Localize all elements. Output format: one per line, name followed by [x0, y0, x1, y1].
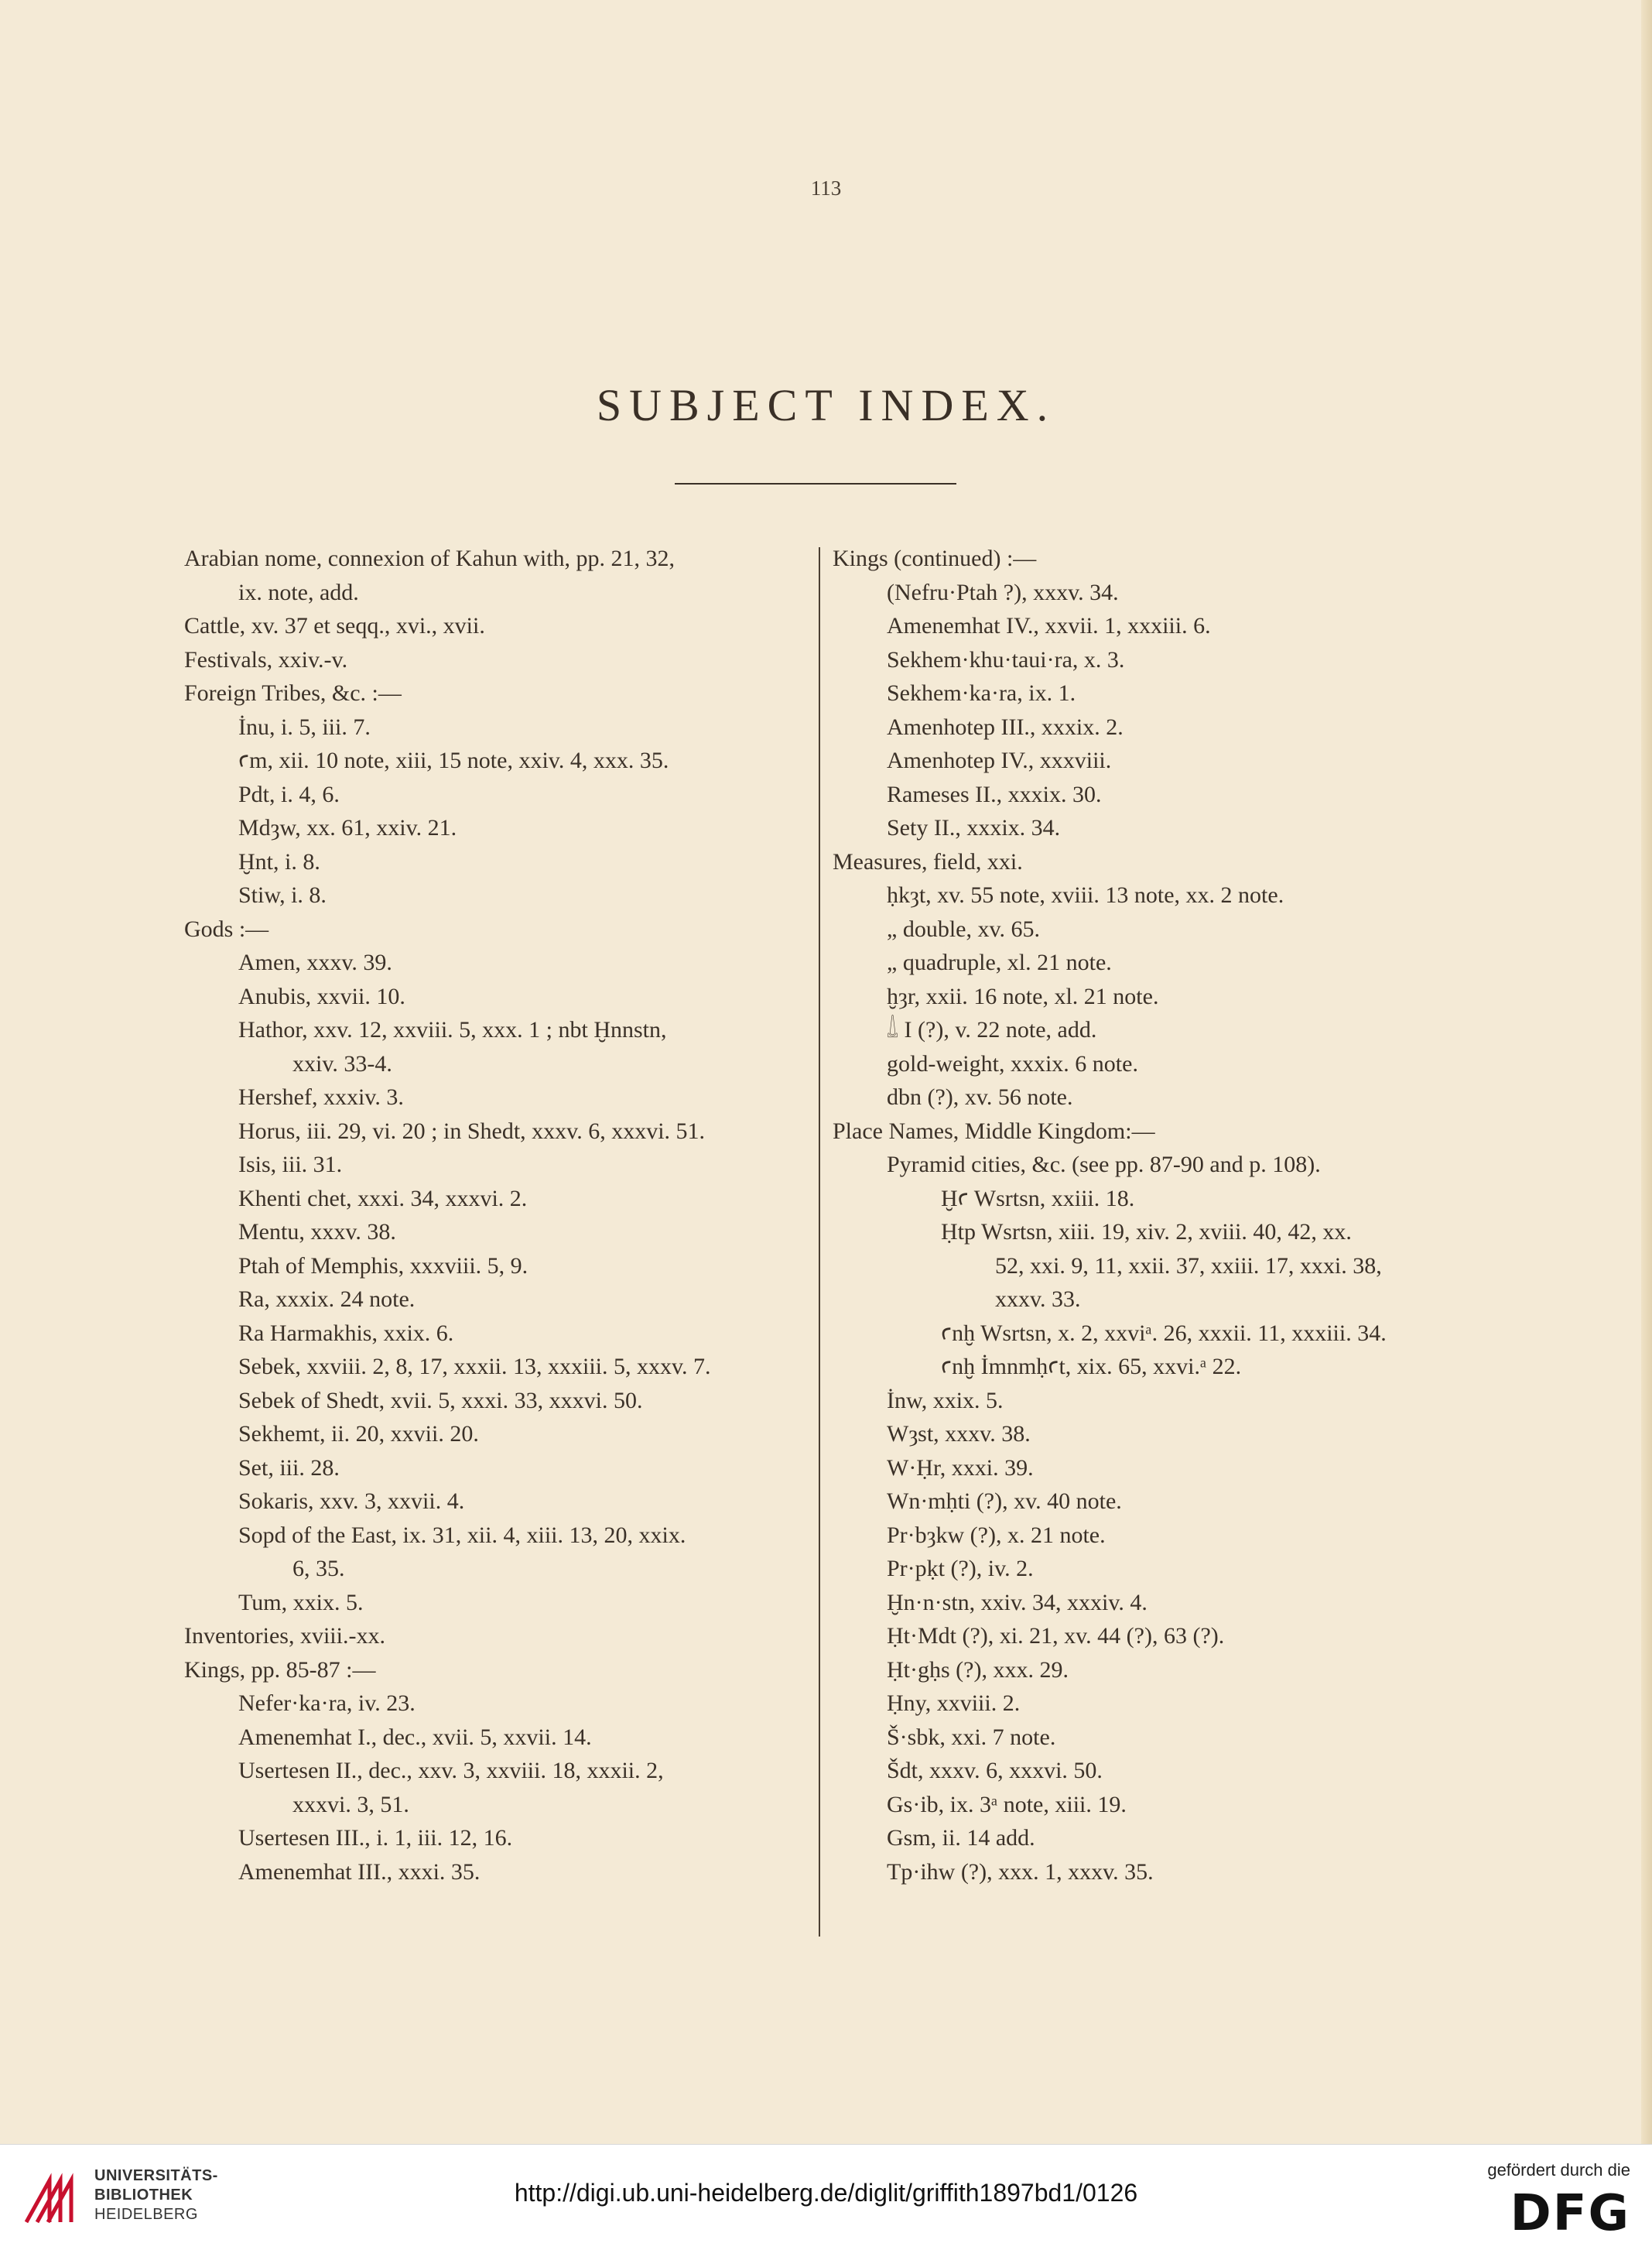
column-divider — [819, 547, 820, 1937]
index-entry: Wȝst, xxxv. 38. — [887, 1421, 1031, 1447]
index-entry: „ quadruple, xl. 21 note. — [887, 950, 1112, 975]
dfg-logo-icon[interactable]: DFG — [1510, 2185, 1630, 2242]
library-name-line: UNIVERSITÄTS- — [94, 2167, 218, 2184]
index-entry: Ḫꜥ Wsrtsn, xxiii. 18. — [941, 1185, 1135, 1211]
page-number: 113 — [810, 176, 842, 200]
index-entry: W·Ḥr, xxxi. 39. — [887, 1454, 1034, 1481]
index-entry: Ḥny, xxviii. 2. — [887, 1690, 1021, 1716]
index-entry: Amenhotep III., xxxix. 2. — [887, 714, 1124, 740]
index-entry: Ḥtp Wsrtsn, xiii. 19, xiv. 2, xviii. 40, 42, xx. — [941, 1219, 1352, 1245]
index-entry: Gs·ib, ix. 3ᵃ note, xiii. 19. — [887, 1791, 1127, 1817]
index-entry: Set, iii. 28. — [238, 1454, 340, 1481]
index-entry: Amenemhat I., dec., xvii. 5, xxvii. 14. — [238, 1724, 592, 1750]
index-entry: Horus, iii. 29, vi. 20 ; in Shedt, xxxv. 6, xxxvi. 51. — [238, 1118, 706, 1144]
index-entry: Sokaris, xxv. 3, xxvii. 4. — [238, 1488, 465, 1514]
index-entry: xxxvi. 3, 51. — [292, 1791, 409, 1817]
index-entry: Cattle, xv. 37 et seqq., xvi., xvii. — [184, 613, 485, 639]
title-rule — [675, 483, 956, 485]
index-entry: Wn·mḥti (?), xv. 40 note. — [887, 1488, 1122, 1514]
index-entry: Ptah of Memphis, xxxviii. 5, 9. — [238, 1252, 528, 1279]
index-entry: Hershef, xxxiv. 3. — [238, 1084, 404, 1110]
index-entry: Festivals, xxiv.-v. — [184, 646, 348, 673]
index-entry: Ḥt·Mdt (?), xi. 21, xv. 44 (?), 63 (?). — [887, 1623, 1225, 1649]
index-entry: Gsm, ii. 14 add. — [887, 1825, 1035, 1851]
index-entry: Sopd of the East, ix. 31, xii. 4, xiii. 13, 20, xxix. — [238, 1522, 686, 1548]
index-right-column — [833, 542, 1467, 1889]
index-entry: Sebek of Shedt, xvii. 5, xxxi. 33, xxxvi. 50. — [238, 1387, 643, 1413]
index-entry: Mentu, xxxv. 38. — [238, 1219, 396, 1245]
index-entry: Ra Harmakhis, xxix. 6. — [238, 1320, 454, 1346]
page-title: SUBJECT INDEX. — [596, 380, 1056, 430]
index-entry: ꜥm, xii. 10 note, xiii, 15 note, xxiv. 4, xxx. 35. — [238, 748, 669, 773]
index-entry: (Nefru·Ptah ?), xxxv. 34. — [887, 579, 1119, 605]
index-entry: Tp·ihw (?), xxx. 1, xxxv. 35. — [887, 1858, 1154, 1885]
index-entry: Hathor, xxv. 12, xxviii. 5, xxx. 1 ; nbt Ḫnnstn, — [238, 1017, 667, 1043]
index-entry: „ double, xv. 65. — [887, 916, 1041, 942]
index-entry: Sekhem·ka·ra, ix. 1. — [887, 680, 1076, 706]
page-edge — [1641, 0, 1652, 2144]
index-entry: Pdt, i. 4, 6. — [238, 781, 340, 807]
index-entry: Rameses II., xxxix. 30. — [887, 781, 1102, 807]
index-entry: Pr·pḳt (?), iv. 2. — [887, 1556, 1034, 1581]
index-entry: Stiw, i. 8. — [238, 882, 327, 908]
index-entry: Khenti chet, xxxi. 34, xxxvi. 2. — [238, 1185, 528, 1211]
index-entry: ꜥnḫ İmnmḥꜥt, xix. 65, xxvi.ᵃ 22. — [941, 1354, 1242, 1379]
index-entry: Kings, pp. 85-87 :— — [184, 1656, 376, 1683]
index-entry: Tum, xxix. 5. — [238, 1589, 364, 1615]
index-entry: Anubis, xxvii. 10. — [238, 983, 405, 1009]
viewer-footer — [0, 2144, 1652, 2250]
library-name-line: BIBLIOTHEK — [94, 2187, 193, 2204]
index-entry: Sekhemt, ii. 20, xxvii. 20. — [238, 1421, 479, 1447]
index-entry: İnw, xxix. 5. — [887, 1387, 1004, 1413]
index-entry: Pyramid cities, &c. (see pp. 87-90 and p. 108). — [887, 1152, 1321, 1177]
index-entry: Inventories, xviii.-xx. — [184, 1623, 385, 1649]
index-entry: Sety II., xxxix. 34. — [887, 815, 1061, 841]
index-entry: Amenemhat III., xxxi. 35. — [238, 1858, 481, 1885]
index-entry: Amenemhat IV., xxvii. 1, xxxiii. 6. — [887, 613, 1211, 639]
index-entry: Š·sbk, xxi. 7 note. — [887, 1724, 1056, 1750]
index-left-column — [184, 542, 803, 1889]
index-entry: Measures, field, xxi. — [833, 848, 1023, 875]
index-entry: Pr·bȝkw (?), x. 21 note. — [887, 1522, 1106, 1548]
index-entry: Usertesen II., dec., xxv. 3, xxviii. 18, xxxii. 2, — [238, 1758, 664, 1783]
index-entry: Gods :— — [184, 916, 269, 942]
index-entry: Šdt, xxxv. 6, xxxvi. 50. — [887, 1758, 1103, 1783]
index-entry: gold-weight, xxxix. 6 note. — [887, 1050, 1138, 1077]
index-entry: 52, xxi. 9, 11, xxii. 37, xxiii. 17, xxxi. 38, — [995, 1252, 1382, 1279]
permalink-url[interactable]: http://digi.ub.uni-heidelberg.de/diglit/griffith1897bd1/0126 — [514, 2179, 1138, 2207]
index-entry: ḫȝr, xxii. 16 note, xl. 21 note. — [887, 983, 1159, 1009]
index-entry: Sekhem·khu·taui·ra, x. 3. — [887, 646, 1125, 673]
index-entry: Ḥt·gḥs (?), xxx. 29. — [887, 1656, 1069, 1683]
index-entry: xxxv. 33. — [995, 1286, 1081, 1312]
index-entry: ḥkȝt, xv. 55 note, xviii. 13 note, xx. 2 note. — [887, 882, 1284, 908]
index-entry: ix. note, add. — [238, 579, 359, 605]
index-entry: xxiv. 33-4. — [292, 1050, 392, 1077]
index-entry: dbn (?), xv. 56 note. — [887, 1084, 1073, 1110]
index-entry: Sebek, xxviii. 2, 8, 17, xxxii. 13, xxxiii. 5, xxxv. 7. — [238, 1354, 711, 1379]
index-entry: Ra, xxxix. 24 note. — [238, 1286, 416, 1312]
index-entry: 𓍑 I (?), v. 22 note, add. — [887, 1017, 1097, 1043]
index-entry: 6, 35. — [292, 1556, 345, 1581]
index-entry: Isis, iii. 31. — [238, 1152, 343, 1177]
funded-by-label: gefördert durch die — [1487, 2160, 1630, 2180]
index-entry: Amenhotep IV., xxxviii. — [887, 748, 1112, 773]
index-entry: Ḫnt, i. 8. — [238, 848, 320, 875]
index-entry: Arabian nome, connexion of Kahun with, pp. 21, 32, — [184, 546, 676, 571]
index-entry: Ḫn·n·stn, xxiv. 34, xxxiv. 4. — [887, 1589, 1148, 1615]
index-entry: Kings (continued) :— — [833, 546, 1037, 571]
index-entry: Mdȝw, xx. 61, xxiv. 21. — [238, 815, 457, 841]
index-entry: Nefer·ka·ra, iv. 23. — [238, 1690, 416, 1716]
library-name-line: HEIDELBERG — [94, 2206, 198, 2223]
index-entry: İnu, i. 5, iii. 7. — [238, 714, 371, 740]
index-entry: Place Names, Middle Kingdom:— — [833, 1118, 1155, 1144]
index-entry: ꜥnḫ Wsrtsn, x. 2, xxviᵃ. 26, xxxii. 11, xxxiii. 34. — [941, 1320, 1387, 1346]
index-entry: Usertesen III., i. 1, iii. 12, 16. — [238, 1825, 513, 1851]
index-entry: Amen, xxxv. 39. — [238, 950, 392, 975]
index-entry: Foreign Tribes, &c. :— — [184, 680, 402, 706]
